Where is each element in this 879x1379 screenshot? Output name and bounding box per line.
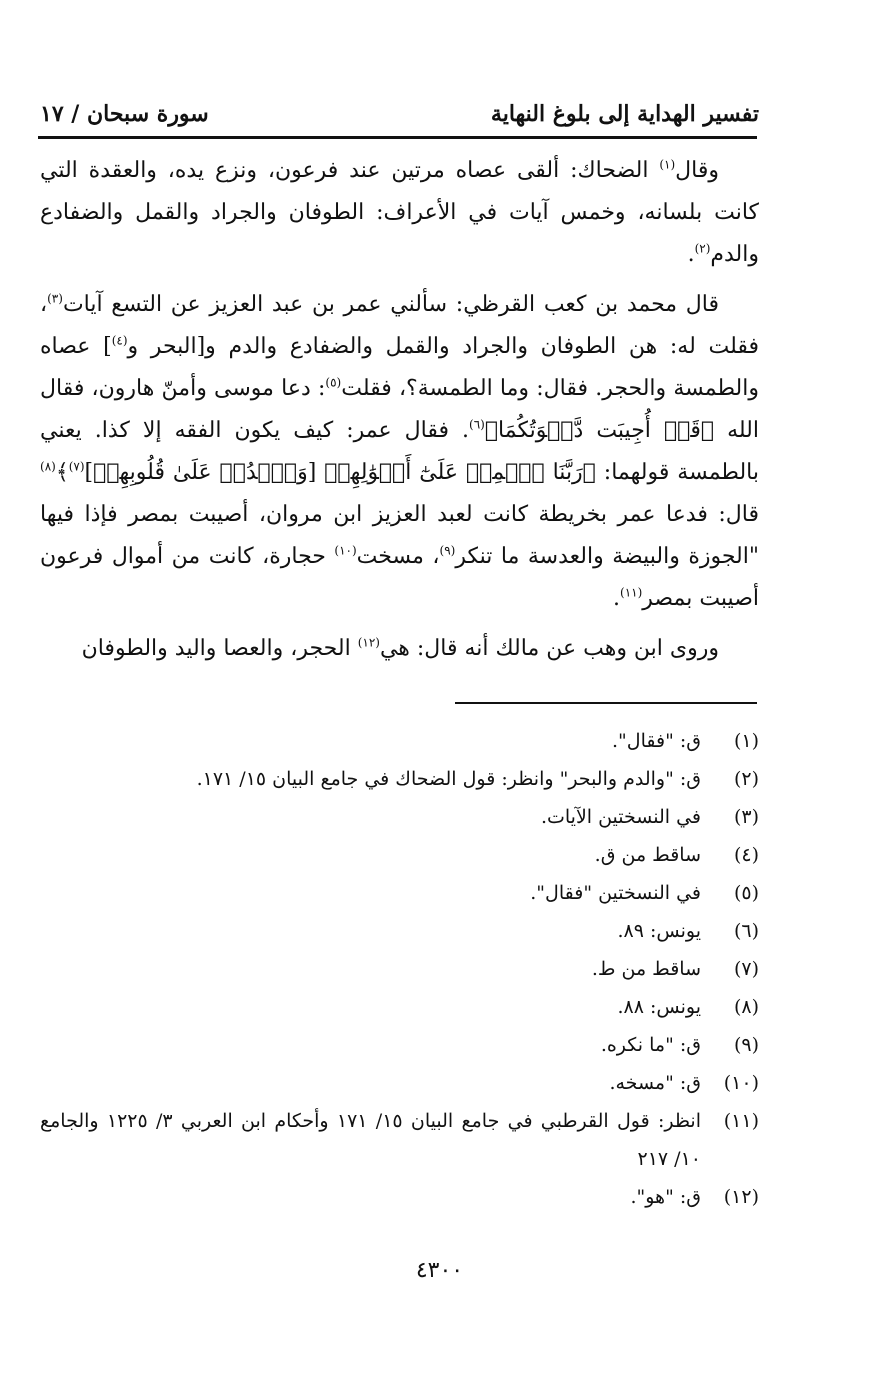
footnote-marker-4: (٤) xyxy=(111,333,128,348)
footnote-number: (٧) xyxy=(733,958,759,980)
footnote-4 xyxy=(40,836,759,874)
footnote-number: (١٠) xyxy=(723,1072,759,1094)
footnote-text: ق: "والدم والبحر" وانظر: قول الضحاك في جامع البيان ١٥/ ١٧١. xyxy=(196,768,701,790)
footnote-text: ق: "هو". xyxy=(630,1186,701,1208)
footnote-2 xyxy=(40,760,759,798)
footnote-text: يونس: ٨٩. xyxy=(617,920,701,942)
footnote-9 xyxy=(40,1026,759,1064)
footnote-marker-6: (٦) xyxy=(469,417,485,432)
running-header xyxy=(40,96,759,132)
footnote-marker-1: (١) xyxy=(659,157,676,172)
footnote-marker-2: (٢) xyxy=(694,241,711,256)
header-divider xyxy=(38,136,757,139)
footnote-marker-12: (١٢) xyxy=(357,635,380,650)
surah-reference: سورة سبحان / ١٧ xyxy=(40,101,209,127)
footnote-12 xyxy=(40,1178,759,1216)
footnote-text: ق: "فقال". xyxy=(612,730,701,752)
main-text xyxy=(40,150,759,678)
footnote-number: (٨) xyxy=(733,996,759,1018)
footnote-number: (١) xyxy=(733,730,759,752)
footnote-7 xyxy=(40,950,759,988)
footnote-divider xyxy=(455,702,757,704)
footnote-text: يونس: ٨٨. xyxy=(617,996,701,1018)
footnote-10 xyxy=(40,1064,759,1102)
footnote-text: ساقط من ق. xyxy=(594,844,701,866)
footnote-text: ساقط من ط. xyxy=(591,958,701,980)
paragraph-2: قال محمد بن كعب القرظي: سألني عمر بن عبد العزيز عن التسع آيات$^{(٣)}$، فقلت له: هن الطوفان والجراد والقمل والضفادع والدم و[البحر و$^{(٤)}$] عصاه والطمسة والحجر. فقال: وما الطمسة؟، فقلت$^{(٥)}$: دعا موسى وأمنّ هارون، فقال الله ﴿قَدۡ أُجِيبَت دَّعۡوَتُكُمَا﴾$^{(٦)}$. فقال عمر: كيف يكون الفقه إلا كذا. يعني بالطمسة قولهما: ﴿رَبَّنَا ٱطۡمِسۡ عَلَىٰٓ أَمۡوَٰلِهِمۡ [وَٱشۡدُدۡ عَلَىٰ قُلُوبِهِمۡ]$^{(٧)}$﴾$^{(٨)}$ قال: فدعا عمر بخريطة كانت لعبد العزيز ابن مروان، أصيبت بمصر فإذا فيها "الجوزة والبيضة والعدسة ما تنكر$^{(٩)}$، مسخت$^{(١٠)}$ حجارة، كانت من أموال فرعون أصيبت بمصر$^{(١١)}$. xyxy=(40,291,759,611)
footnote-5 xyxy=(40,874,759,912)
footnote-marker-5: (٥) xyxy=(325,375,342,390)
footnote-11 xyxy=(40,1102,759,1178)
footnote-text: ق: "مسخه. xyxy=(609,1072,701,1094)
footnotes xyxy=(40,722,759,1216)
paragraph-1: وقال$^{(١)}$ الضحاك: ألقى عصاه مرتين عند فرعون، ونزع يده، والعقدة التي كانت بلسانه، وخمس آيات في الأعراف: الطوفان والجراد والقمل والضفادع والدم$^{(٢)}$. xyxy=(40,157,759,267)
footnote-number: (١١) xyxy=(723,1110,759,1132)
footnote-text: انظر: قول القرطبي في جامع البيان ١٥/ ١٧١ وأحكام ابن العربي ٣/ ١٢٢٥ والجامع ١٠/ ٢١٧ xyxy=(40,1110,701,1170)
page-number: ٤٣٠٠ xyxy=(415,1258,464,1283)
footnote-number: (٦) xyxy=(733,920,759,942)
footnote-number: (٢) xyxy=(733,768,759,790)
footnote-number: (٥) xyxy=(733,882,759,904)
footnote-text: ق: "ما نكره. xyxy=(600,1034,701,1056)
footnote-1 xyxy=(40,722,759,760)
footnote-marker-10: (١٠) xyxy=(334,543,357,558)
book-title: تفسير الهداية إلى بلوغ النهاية xyxy=(490,101,759,127)
footnote-marker-7: (٧) xyxy=(68,459,85,474)
footnote-6 xyxy=(40,912,759,950)
footnote-number: (٣) xyxy=(733,806,759,828)
footnote-marker-8: (٨) xyxy=(40,459,56,474)
footnote-marker-3: (٣) xyxy=(47,291,63,306)
paragraph-3: وروى ابن وهب عن مالك أنه قال: هي$^{(١٢)}$ الحجر، والعصا واليد والطوفان xyxy=(81,635,719,661)
footnote-marker-11: (١١) xyxy=(620,585,643,600)
footnote-3 xyxy=(40,798,759,836)
footnote-text: في النسختين الآيات. xyxy=(540,806,701,828)
footnote-number: (٩) xyxy=(733,1034,759,1056)
footnote-marker-9: (٩) xyxy=(439,543,456,558)
footnote-number: (١٢) xyxy=(723,1186,759,1208)
footnote-text: في النسختين "فقال". xyxy=(530,882,701,904)
footnote-number: (٤) xyxy=(733,844,759,866)
footnote-8 xyxy=(40,988,759,1026)
